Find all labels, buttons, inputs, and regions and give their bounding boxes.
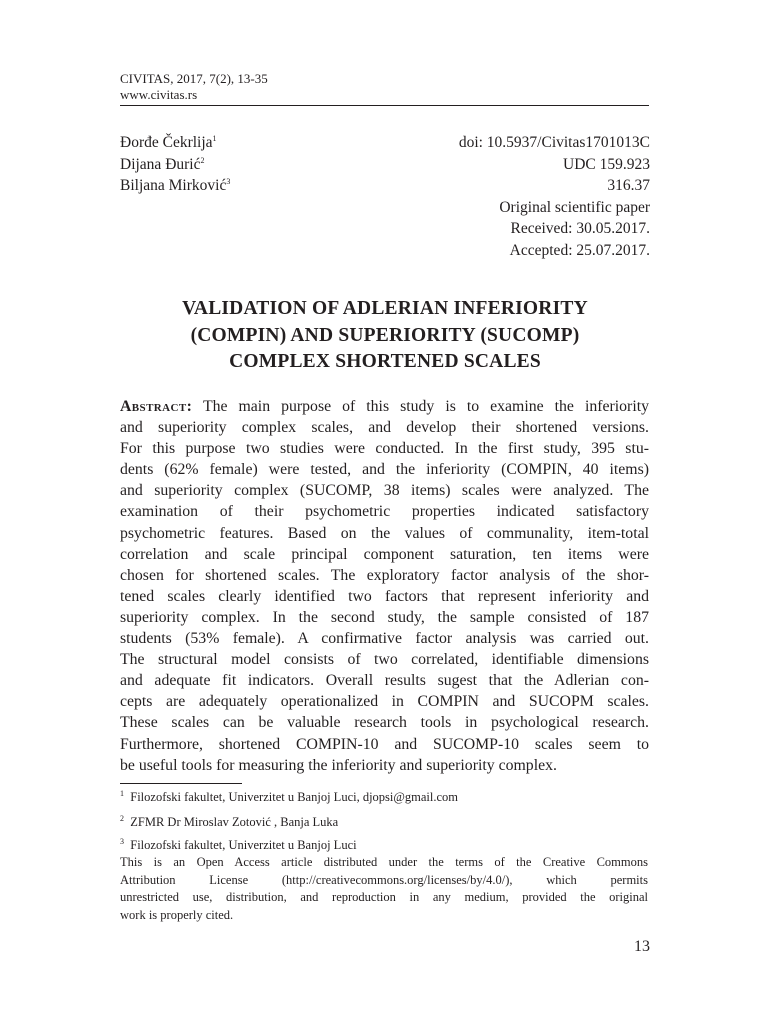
abstract-line: and superiority complex scales, and develop their shortened versions. <box>120 419 649 437</box>
doi: doi: 10.5937/Civitas1701013C <box>458 134 650 151</box>
title-line: VALIDATION OF ADLERIAN INFERIORITY <box>182 298 588 319</box>
author-item <box>120 154 230 176</box>
abstract-line: and adequate fit indicators. Overall results sugest that the Adlerian con- <box>120 672 649 690</box>
author-note-mark: 3 <box>226 176 231 186</box>
title-line: (COMPIN) AND SUPERIORITY (SUCOMP) <box>190 324 580 346</box>
license-line: This is an Open Access article distributed under the terms of the Creative Commons <box>120 855 648 869</box>
page-number: 13 <box>634 938 650 955</box>
abstract-line: Furthermore, shortened COMPIN-10 and SUCOMP-10 scales seem to <box>120 735 649 753</box>
abstract-label: Abstract: <box>120 398 193 415</box>
abstract-line <box>120 396 649 417</box>
footnote-mark: 2 <box>120 813 124 823</box>
author-list <box>120 132 230 197</box>
footnote-divider <box>120 783 242 784</box>
abstract-line: psychometric features. Based on the values of communality, item-total <box>120 524 649 542</box>
journal-website: www.civitas.rs <box>120 87 198 102</box>
footnote-text: Filozofski fakultet, Univerzitet u Banjoj Luci, djopsi@gmail.com <box>130 790 459 804</box>
abstract-line: For this purpose two studies were conducted. In the first study, 395 stu- <box>120 440 649 458</box>
title-line: COMPLEX SHORTENED SCALES <box>229 351 541 372</box>
paper-page <box>120 0 650 1024</box>
author-item <box>120 132 230 154</box>
footnote-mark: 3 <box>120 836 124 846</box>
author-note-mark: 1 <box>212 133 217 143</box>
license-line: unrestricted use, distribution, and reproduction in any medium, provided the original <box>120 890 648 905</box>
udc: UDC 159.923 <box>563 155 650 173</box>
footnote-text: ZFMR Dr Miroslav Zotović , Banja Luka <box>130 815 339 829</box>
header-divider <box>120 105 649 106</box>
license-notice <box>120 854 648 924</box>
abstract-line: tened scales clearly identified two factors that represent inferiority and <box>120 587 649 605</box>
udc-secondary: 316.37 <box>607 177 650 195</box>
article-metadata <box>459 132 650 262</box>
author-item <box>120 175 230 197</box>
abstract-line: The structural model consists of two correlated, identifiable dimensions <box>120 651 649 669</box>
abstract <box>120 396 649 776</box>
abstract-line: superiority complex. In the second study, the sample consisted of 187 <box>120 608 649 626</box>
author-note-mark: 2 <box>200 155 205 165</box>
abstract-line: dents (62% female) were tested, and the inferiority (COMPIN, 40 items) <box>120 461 649 479</box>
footnote-mark: 1 <box>120 788 124 798</box>
abstract-line: students (53% female). A confirmative factor analysis was carried out. <box>120 630 649 648</box>
received-date: Received: 30.05.2017. <box>510 220 650 238</box>
author-name: Biljana Mirković <box>120 177 227 194</box>
abstract-line: chosen for shortened scales. The exploratory factor analysis of the shor- <box>120 566 649 584</box>
abstract-line: and superiority complex (SUCOMP, 38 items) scales were analyzed. The <box>120 482 649 500</box>
journal-header <box>120 71 268 103</box>
abstract-line: These scales can be valuable research tools in psychological research. <box>120 714 649 732</box>
journal-citation: CIVITAS, 2017, 7(2), 13-35 <box>120 71 268 86</box>
accepted-date: Accepted: 25.07.2017. <box>509 241 650 259</box>
abstract-line: correlation and scale principal component saturation, ten items were <box>120 545 649 563</box>
author-name: Đorđe Čekrlija <box>120 134 213 151</box>
footnote-text: Filozofski fakultet, Univerzitet u Banjoj Luci <box>130 838 357 852</box>
author-name: Dijana Đurić <box>120 155 201 173</box>
abstract-line: examination of their psychometric properties indicated satisfactory <box>120 503 649 521</box>
abstract-line: be useful tools for measuring the inferiority and superiority complex. <box>120 756 557 774</box>
abstract-line: cepts are adequately operationalized in COMPIN and SUCOPM scales. <box>120 693 649 711</box>
license-line: Attribution License (http://creativecommons.org/licenses/by/4.0/), which permits <box>120 872 648 887</box>
abstract-text: The main purpose of this study is to examine the inferiority <box>202 398 649 415</box>
license-line: work is properly cited. <box>120 907 234 922</box>
paper-type: Original scientific paper <box>499 198 650 216</box>
paper-title <box>120 296 650 376</box>
footnote <box>120 815 338 830</box>
footnote <box>120 838 357 853</box>
footnote <box>120 790 458 805</box>
